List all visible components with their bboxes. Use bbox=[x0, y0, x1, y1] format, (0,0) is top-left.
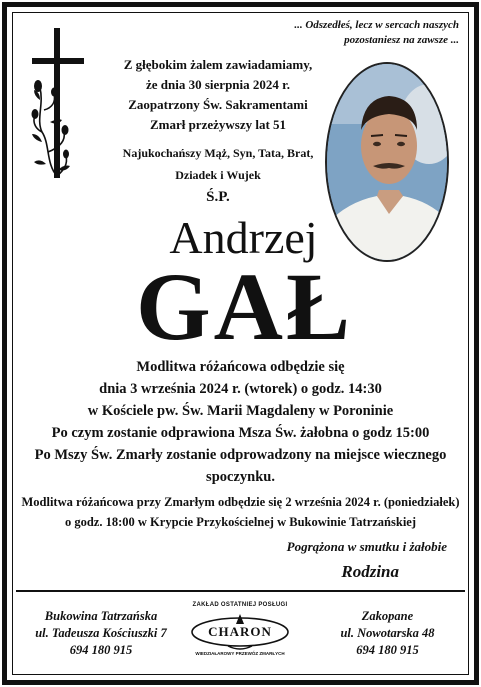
honorific-prefix: Ś.P. bbox=[206, 189, 230, 205]
deceased-last-name: GAŁ bbox=[135, 253, 354, 360]
footer-right-address bbox=[325, 608, 450, 659]
footer-divider bbox=[16, 590, 465, 592]
charon-logo bbox=[188, 602, 292, 664]
family-relations bbox=[110, 142, 326, 186]
logo-top-text: ZAKŁAD OSTATNIEJ POSŁUGI bbox=[192, 602, 288, 608]
announcement bbox=[110, 55, 326, 135]
footer-left-address bbox=[26, 608, 176, 659]
ceremony-line-1: Modlitwa różańcowa odbędzie się bbox=[136, 359, 345, 375]
announcement-line-2: że dnia 30 sierpnia 2024 r. bbox=[146, 77, 290, 92]
ceremony-details bbox=[16, 356, 465, 488]
cross-with-flowers-icon bbox=[28, 24, 88, 196]
family-line-2: Dziadek i Wujek bbox=[175, 168, 261, 182]
ceremony-line-3: w Kościele pw. Św. Marii Magdaleny w Poroninie bbox=[87, 403, 394, 419]
announcement-line-3: Zaopatrzony Św. Sakramentami bbox=[128, 97, 308, 112]
rosary-line-2: o godz. 18:00 w Krypcie Przykościelnej w Bukowinie Tatrzańskiej bbox=[64, 515, 417, 529]
logo-bottom-text: WIEDZIAŁAROWY PRZEWÓZ ZMARŁYCH bbox=[195, 651, 285, 656]
rosary-line-1: Modlitwa różańcowa przy Zmarłym odbędzie się 2 września 2024 r. (poniedziałek) bbox=[21, 495, 460, 509]
footer-right-street: ul. Nowotarska 48 bbox=[340, 626, 435, 640]
footer-right-phone: 694 180 915 bbox=[356, 643, 419, 657]
ceremony-line-2: dnia 3 września 2024 r. (wtorek) o godz. 14:30 bbox=[99, 381, 382, 397]
ceremony-line-5: Po Mszy Św. Zmarły zostanie odprowadzony na miejsce wiecznego spoczynku. bbox=[34, 447, 447, 485]
footer-left-phone: 694 180 915 bbox=[69, 643, 133, 657]
epigraph-line-2: pozostaniesz na zawsze ... bbox=[344, 34, 459, 46]
epigraph-line-1: ... Odszedłeś, lecz w sercach naszych bbox=[294, 19, 459, 31]
announcement-line-4: Zmarł przeżywszy lat 51 bbox=[149, 117, 287, 132]
announcement-line-1: Z głębokim żalem zawiadamiamy, bbox=[123, 57, 313, 72]
logo-name-text: CHARON bbox=[208, 624, 272, 639]
deceased-first-name: Andrzej bbox=[169, 212, 318, 263]
family-line-1: Najukochańszy Mąż, Syn, Tata, Brat, bbox=[122, 146, 314, 160]
footer-right-city: Zakopane bbox=[361, 609, 414, 623]
mourning-text: Pogrążona w smutku i żałobie bbox=[286, 539, 447, 554]
rosary-details bbox=[16, 492, 465, 532]
footer-left-city: Bukowina Tatrzańska bbox=[44, 609, 158, 623]
signoff-family: Rodzina bbox=[341, 562, 399, 581]
epigraph bbox=[209, 18, 459, 48]
ceremony-line-4: Po czym zostanie odprawiona Msza Św. żałobna o godz 15:00 bbox=[51, 425, 430, 441]
footer-left-street: ul. Tadeusza Kościuszki 7 bbox=[35, 626, 167, 640]
